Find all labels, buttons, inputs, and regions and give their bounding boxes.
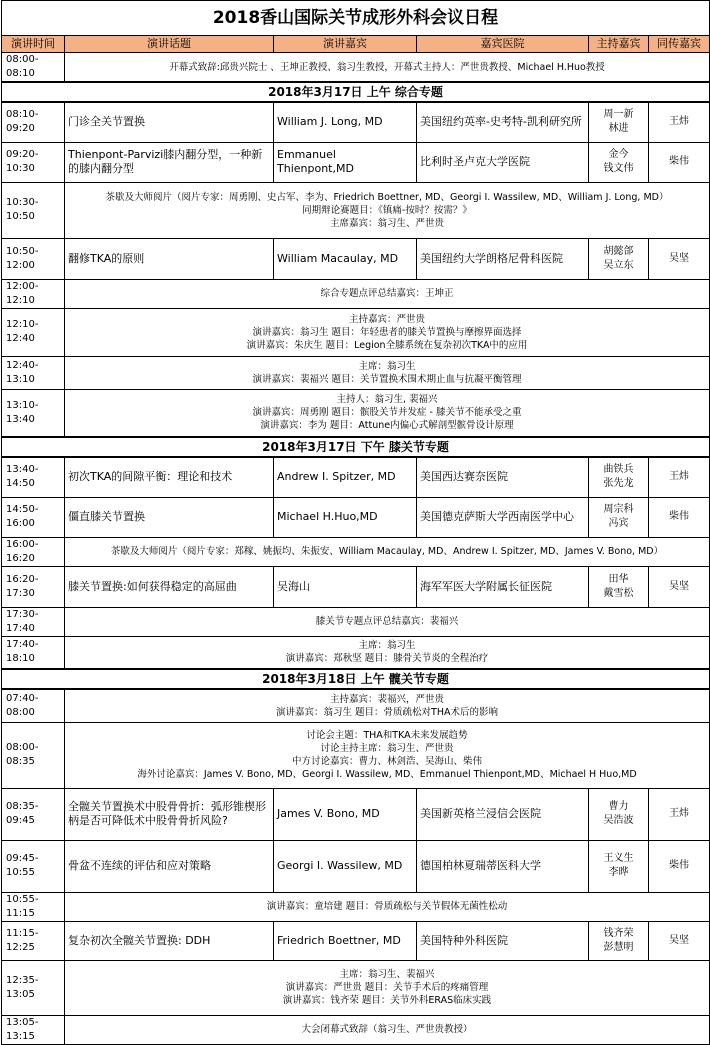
- section-row: [2, 669, 710, 689]
- speaker-hospital: 美国德克萨斯大学西南医学中心: [417, 497, 589, 537]
- session-detail-line: 演讲嘉宾：严世贵 题目：关节手术后的疼痛管理: [285, 982, 489, 993]
- host-names: [589, 497, 649, 537]
- talk-topic: Thienpont-Parvizi膝内翻分型，一种新的膝内翻分型: [65, 142, 274, 182]
- schedule-row: [2, 389, 710, 437]
- host-name: 王义生: [603, 853, 634, 864]
- host-names: [589, 840, 649, 892]
- session-detail-line: 中方讨论嘉宾：曹力、林剑浩、吴海山、柴伟: [292, 756, 483, 767]
- schedule-row: [2, 53, 710, 83]
- host-name: 钱齐荣: [603, 927, 634, 939]
- schedule-row: [2, 238, 710, 279]
- speaker-hospital: 美国纽约英率-史考特-凯利研究所: [417, 102, 589, 142]
- session-detail-line: 主席：翁习生、裴福兴: [339, 969, 435, 980]
- host-name: 周一新: [603, 109, 634, 121]
- session-detail-line: 开幕式致辞:邱贵兴院士 、王坤正教授、翁习生教授，开幕式主持人：严世贵教授、Michael H.Huo教授: [169, 61, 605, 73]
- header-time: 演讲时间: [2, 36, 65, 53]
- page-title: 2018香山国际关节成形外科会议日程: [2, 1, 710, 36]
- session-time: 16:20-17:30: [2, 566, 65, 607]
- host-name: 金今: [608, 149, 629, 160]
- session-time: 08:00-08:10: [2, 53, 65, 83]
- session-time: 13:05-13:15: [2, 1015, 65, 1044]
- session-details: [65, 389, 710, 437]
- speaker-name: William Macaulay, MD: [274, 238, 417, 279]
- session-detail-line: 膝关节专题点评总结嘉宾：裴福兴: [315, 616, 459, 627]
- schedule-row: [2, 607, 710, 636]
- schedule-row: [2, 892, 710, 921]
- interpreter-name: 王炜: [649, 788, 710, 840]
- section-heading: 2018年3月17日 上午 综合专题: [2, 82, 710, 102]
- section-heading: 2018年3月17日 下午 膝关节专题: [2, 437, 710, 457]
- talk-topic: 骨盆不连续的评估和应对策略: [65, 840, 274, 892]
- session-detail-line: 演讲嘉宾：童培建 题目：骨质疏松与关节假体无菌性松动: [266, 901, 508, 912]
- schedule-row: [2, 497, 710, 537]
- session-time: 13:40-14:50: [2, 457, 65, 497]
- speaker-hospital: 美国特种外科医院: [417, 921, 589, 960]
- session-details: [65, 960, 710, 1015]
- schedule-row: [2, 279, 710, 308]
- speaker-name: Emmanuel Thienpont,MD: [274, 142, 417, 182]
- speaker-hospital: 比利时圣卢克大学医院: [417, 142, 589, 182]
- speaker-name: Georgi I. Wassilew, MD: [274, 840, 417, 892]
- session-detail-line: 主持嘉宾：裴福兴，严世贵: [330, 693, 445, 705]
- schedule-row: [2, 722, 710, 788]
- speaker-hospital: 美国纽约大学朗格尼骨科医院: [417, 238, 589, 279]
- host-name: 钱文伟: [603, 163, 634, 174]
- schedule-row: [2, 102, 710, 142]
- session-details: [65, 356, 710, 389]
- session-time: 13:10-13:40: [2, 389, 65, 437]
- session-details: [65, 607, 710, 636]
- header-interpreter: 同传嘉宾: [649, 36, 710, 53]
- session-detail-line: 主席嘉宾：翁习生、严世贵: [330, 217, 445, 229]
- host-name: 吴浩波: [603, 815, 634, 826]
- host-names: [589, 566, 649, 607]
- schedule-row: [2, 537, 710, 566]
- interpreter-name: 吴坚: [649, 566, 710, 607]
- schedule-row: [2, 1015, 710, 1044]
- interpreter-name: 柴伟: [649, 497, 710, 537]
- session-detail-line: 茶歇及大师阅片（阅片专家：郑稼、姚振均、朱振安、William Macaulay, MD、Andrew I. Spitzer, MD、James V. Bono, MD）: [110, 546, 664, 557]
- session-time: 07:40-08:00: [2, 689, 65, 722]
- interpreter-name: 柴伟: [649, 142, 710, 182]
- host-names: [589, 921, 649, 960]
- host-name: 张先龙: [603, 478, 634, 490]
- session-details: [65, 308, 710, 356]
- interpreter-name: 王炜: [649, 457, 710, 497]
- talk-topic: 僵直膝关节置换: [65, 497, 274, 537]
- host-name: 周宗科: [603, 504, 634, 515]
- session-detail-line: 讨论会主题：THA和TKA未来发展趋势: [306, 730, 468, 741]
- schedule-row: [2, 921, 710, 960]
- schedule-row: [2, 840, 710, 892]
- session-detail-line: 主持人：翁习生, 裴福兴: [336, 394, 438, 406]
- session-details: [65, 689, 710, 722]
- session-detail-line: 演讲嘉宾：翁习生 题目：骨质疏松对THA术后的影响: [276, 706, 498, 718]
- schedule-row: [2, 308, 710, 356]
- session-time: 17:30-17:40: [2, 607, 65, 636]
- header-hospital: 嘉宾医院: [417, 36, 589, 53]
- speaker-name: Friedrich Boettner, MD: [274, 921, 417, 960]
- speaker-name: Michael H.Huo,MD: [274, 497, 417, 537]
- session-detail-line: 主席：翁习生: [358, 360, 416, 372]
- section-heading: 2018年3月18日 上午 髋关节专题: [2, 669, 710, 689]
- session-details: [65, 1015, 710, 1044]
- session-time: 10:30-10:50: [2, 182, 65, 238]
- session-time: 16:00-16:20: [2, 537, 65, 566]
- schedule-row: [2, 636, 710, 669]
- host-name: 林进: [608, 123, 629, 135]
- session-detail-line: 同期辩论赛题目：《镇痛-按时？按需？》: [302, 204, 472, 216]
- host-name: 冯宾: [608, 518, 629, 529]
- speaker-name: James V. Bono, MD: [274, 788, 417, 840]
- session-time: 08:35-09:45: [2, 788, 65, 840]
- schedule-body: [2, 53, 710, 1045]
- interpreter-name: 柴伟: [649, 840, 710, 892]
- speaker-hospital: 美国西达赛奈医院: [417, 457, 589, 497]
- host-name: 曲铁兵: [603, 464, 634, 476]
- host-names: [589, 788, 649, 840]
- session-detail-line: 演讲嘉宾：钱齐荣 题目：关节外科ERAS临床实践: [282, 995, 492, 1006]
- talk-topic: 膝关节置换:如何获得稳定的高屈曲: [65, 566, 274, 607]
- schedule-row: [2, 182, 710, 238]
- session-time: 08:00-08:35: [2, 722, 65, 788]
- schedule-row: [2, 960, 710, 1015]
- session-details: [65, 537, 710, 566]
- talk-topic: 复杂初次全髋关节置换: DDH: [65, 921, 274, 960]
- session-details: [65, 53, 710, 83]
- session-time: 11:15-12:25: [2, 921, 65, 960]
- session-details: [65, 279, 710, 308]
- session-detail-line: 演讲嘉宾：李为 题目：Attune内偏心式解剖型髌骨设计原理: [260, 420, 514, 432]
- speaker-name: 吴海山: [274, 566, 417, 607]
- session-time: 12:40-13:10: [2, 356, 65, 389]
- talk-topic: 初次TKA的间隙平衡：理论和技术: [65, 457, 274, 497]
- talk-topic: 翻修TKA的原则: [65, 238, 274, 279]
- session-details: [65, 182, 710, 238]
- header-host: 主持嘉宾: [589, 36, 649, 53]
- speaker-name: Andrew I. Spitzer, MD: [274, 457, 417, 497]
- session-details: [65, 722, 710, 788]
- session-detail-line: 讨论主持主席：翁习生、严世贵: [320, 743, 454, 754]
- session-detail-line: 大会闭幕式致辞（翁习生、严世贵教授）: [301, 1024, 473, 1035]
- talk-topic: 门诊全关节置换: [65, 102, 274, 142]
- schedule-row: [2, 142, 710, 182]
- session-detail-line: 茶歇及大师阅片（阅片专家：周勇刚、史占军、李为、Friedrich Boettner, MD、Georgi I. Wassilew, MD、William J. Long, MD）: [105, 191, 669, 203]
- session-detail-line: 演讲嘉宾：翁习生 题目：年轻患者的膝关节置换与摩擦界面选择: [252, 326, 522, 338]
- session-time: 12:35-13:05: [2, 960, 65, 1015]
- speaker-name: William J. Long, MD: [274, 102, 417, 142]
- session-details: [65, 892, 710, 921]
- host-name: 吴立东: [603, 259, 634, 271]
- host-names: [589, 102, 649, 142]
- schedule-row: [2, 457, 710, 497]
- schedule-row: [2, 689, 710, 722]
- interpreter-name: 吴坚: [649, 921, 710, 960]
- interpreter-name: 王炜: [649, 102, 710, 142]
- session-time: 10:55-11:15: [2, 892, 65, 921]
- schedule-row: [2, 356, 710, 389]
- speaker-hospital: 海军军医大学附属长征医院: [417, 566, 589, 607]
- session-time: 09:45-10:55: [2, 840, 65, 892]
- talk-topic: 全髋关节置换术中股骨骨折：弧形锥楔形柄是否可降低术中股骨骨折风险?: [65, 788, 274, 840]
- host-name: 彭慧明: [603, 941, 634, 953]
- session-detail-line: 主席：翁习生: [358, 640, 416, 652]
- section-row: [2, 437, 710, 457]
- host-names: [589, 238, 649, 279]
- session-time: 17:40-18:10: [2, 636, 65, 669]
- section-row: [2, 82, 710, 102]
- session-detail-line: 演讲嘉宾：裴福兴 题目：关节置换术围术期止血与抗凝平衡管理: [252, 373, 522, 385]
- speaker-hospital: 美国新英格兰浸信会医院: [417, 788, 589, 840]
- session-time: 12:00-12:10: [2, 279, 65, 308]
- session-detail-line: 主持嘉宾：严世贵: [349, 313, 426, 325]
- speaker-hospital: 德国柏林夏瑞蒂医科大学: [417, 840, 589, 892]
- header-row: [2, 36, 710, 53]
- session-time: 10:50-12:00: [2, 238, 65, 279]
- session-detail-line: 海外讨论嘉宾：James V. Bono, MD、Georgi I. Wassilew, MD、Emmanuel Thienpont,MD、Michael H Huo,MD: [137, 769, 637, 780]
- schedule-row: [2, 566, 710, 607]
- header-topic: 演讲话题: [65, 36, 274, 53]
- schedule-table: [1, 0, 710, 1045]
- host-name: 胡懿郃: [603, 245, 634, 257]
- session-detail-line: 演讲嘉宾：郑秋坚 题目：膝骨关节炎的全程治疗: [285, 653, 489, 665]
- host-names: [589, 457, 649, 497]
- host-name: 曹力: [608, 801, 629, 812]
- host-name: 田华: [608, 573, 629, 585]
- schedule-row: [2, 788, 710, 840]
- session-time: 08:10-09:20: [2, 102, 65, 142]
- session-time: 12:10-12:40: [2, 308, 65, 356]
- host-name: 李晔: [608, 867, 629, 878]
- session-detail-line: 综合专题点评总结嘉宾：王坤正: [320, 288, 454, 299]
- header-speaker: 演讲嘉宾: [274, 36, 417, 53]
- session-details: [65, 636, 710, 669]
- session-time: 09:20-10:30: [2, 142, 65, 182]
- host-name: 戴雪松: [603, 587, 634, 599]
- session-detail-line: 演讲嘉宾：周勇刚 题目：髌股关节并发症 - 膝关节不能承受之重: [252, 407, 522, 419]
- session-detail-line: 演讲嘉宾：朱庆生 题目：Legion全膝系统在复杂初次TKA中的应用: [246, 339, 528, 351]
- host-names: [589, 142, 649, 182]
- interpreter-name: 吴坚: [649, 238, 710, 279]
- session-time: 14:50-16:00: [2, 497, 65, 537]
